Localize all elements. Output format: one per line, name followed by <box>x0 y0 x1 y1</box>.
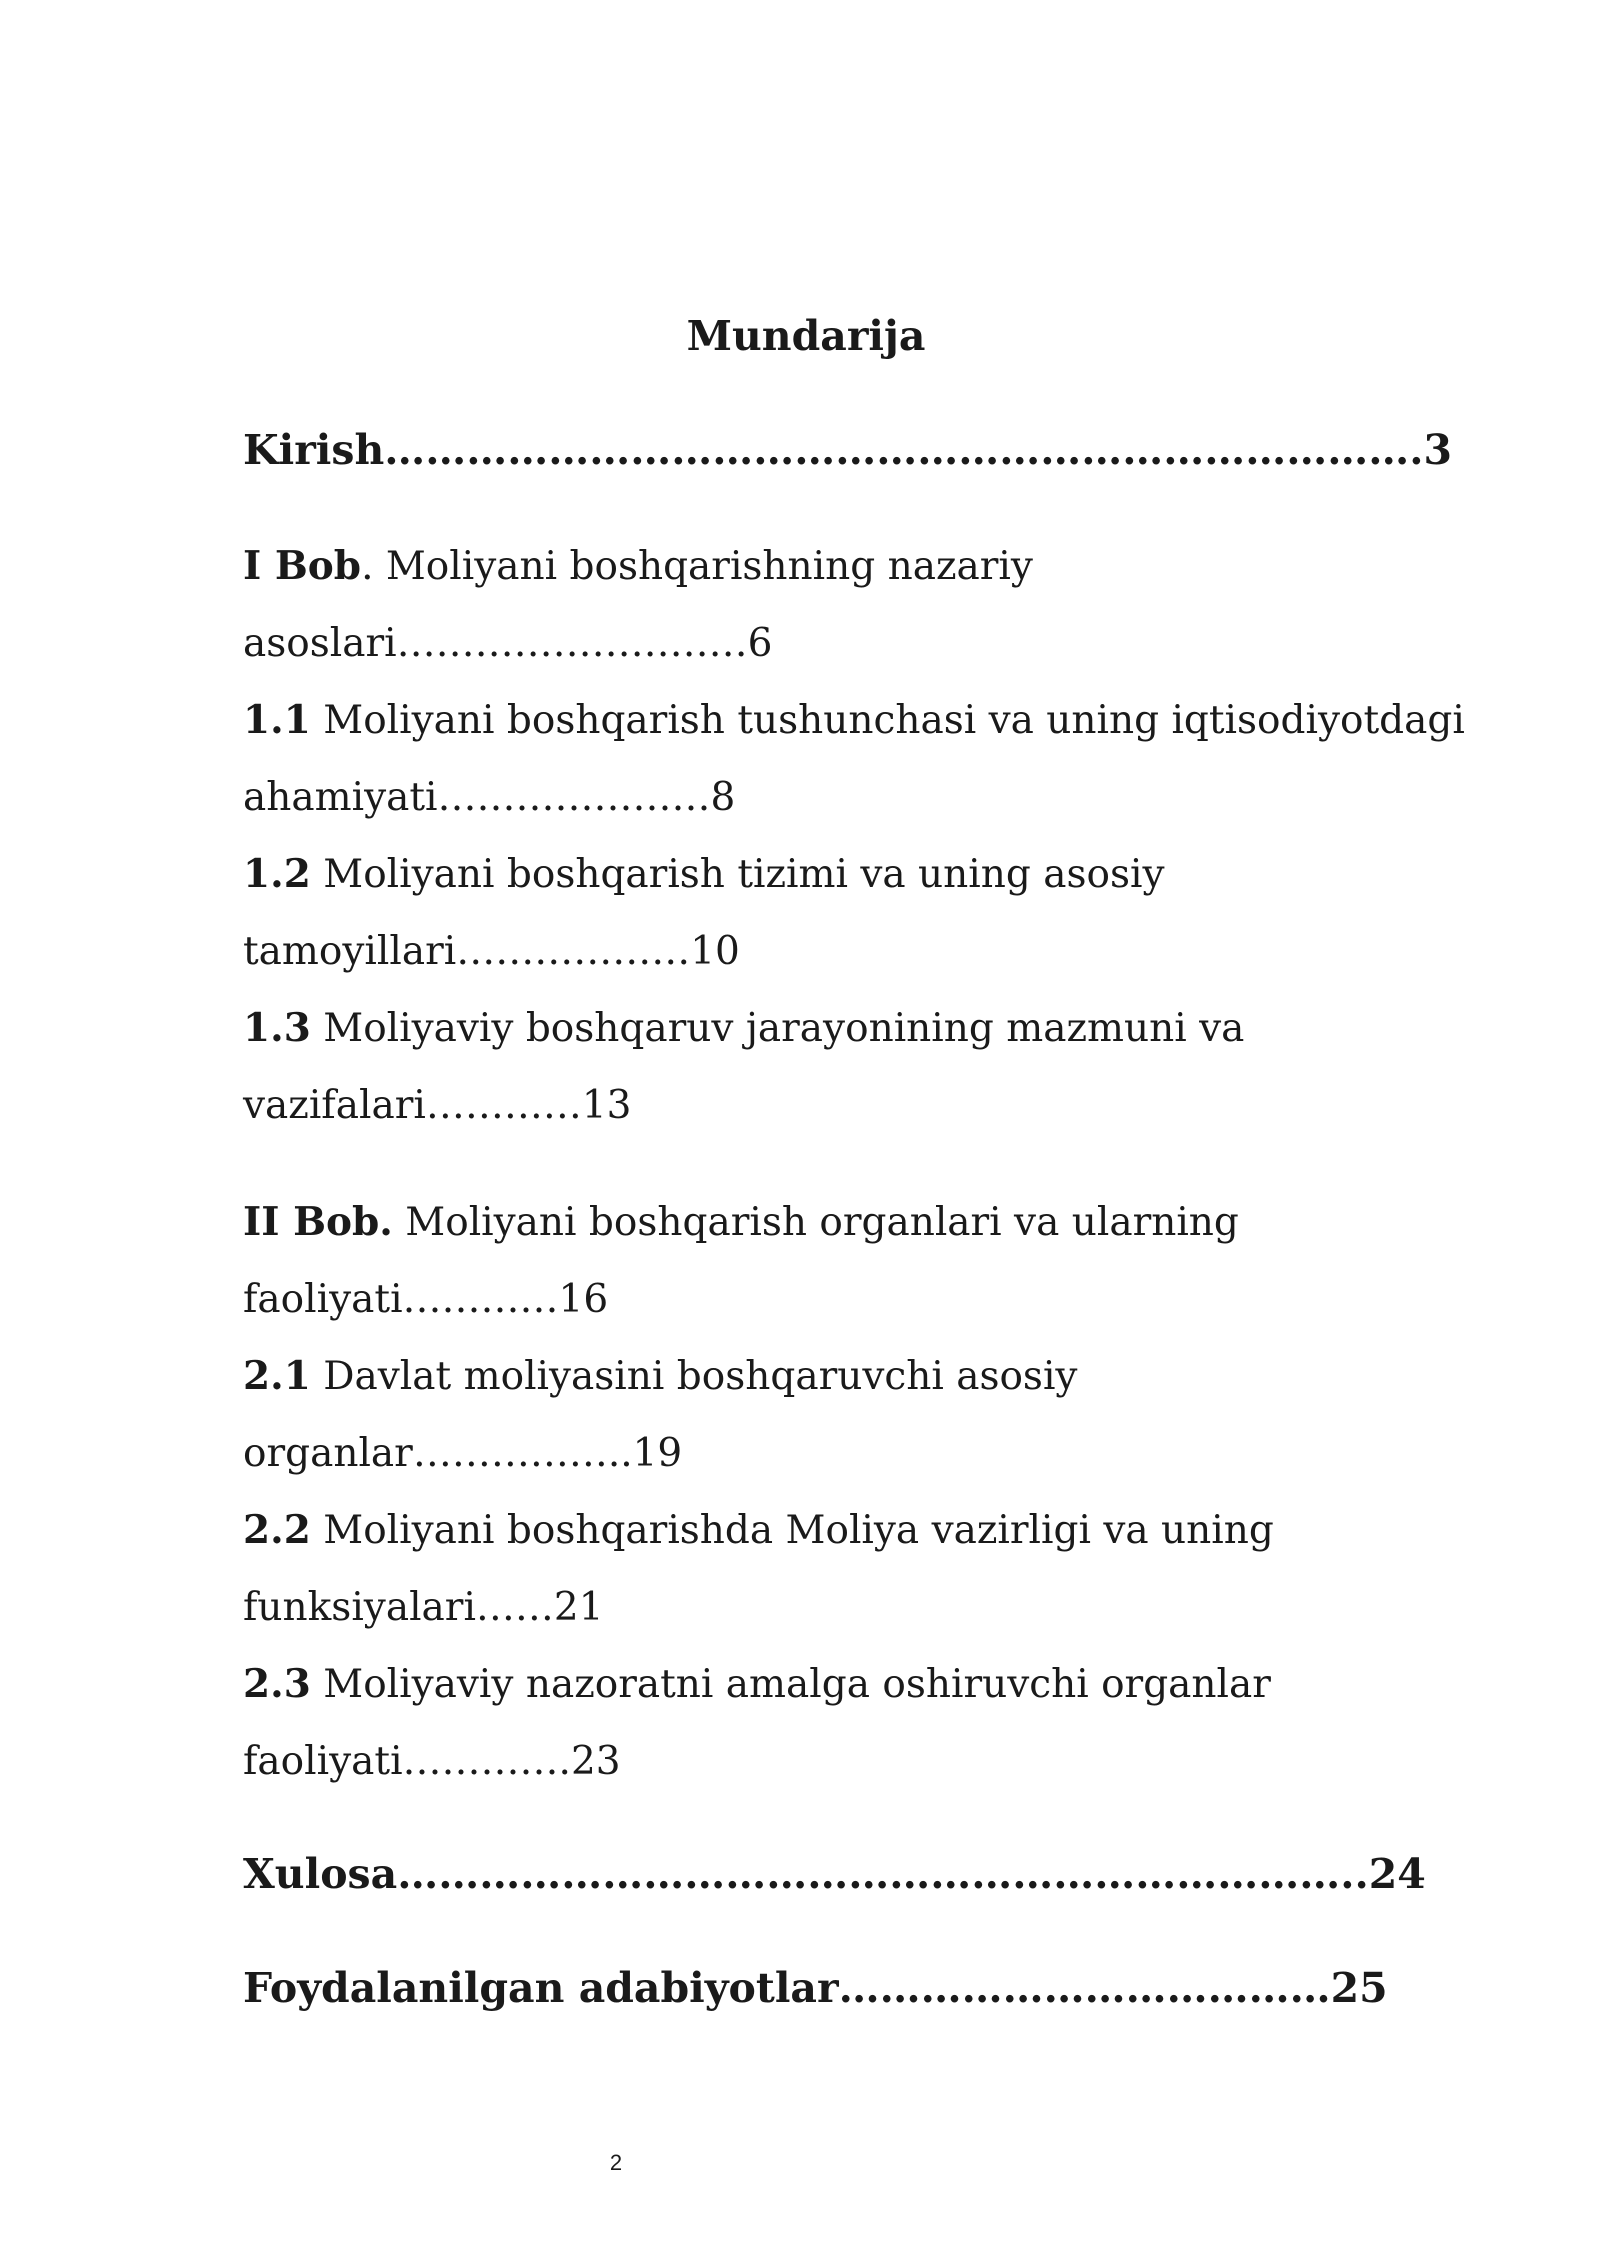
toc-entry-section-1-1 <box>243 682 1465 836</box>
section-1-2-title-cont: tamoyillari………………10 <box>243 929 740 974</box>
toc-entry-chapter-2 <box>243 1184 1239 1338</box>
section-1-1-number: 1.1 <box>243 697 311 743</box>
section-2-2-title: Moliyani boshqarishda Moliya vazirligi va uning <box>310 1508 1274 1553</box>
section-2-2-number: 2.2 <box>243 1507 311 1553</box>
section-2-2-title-cont: funksiyalari……21 <box>243 1585 604 1630</box>
chapter-1-title: . Moliyani boshqarishning nazariy <box>361 544 1033 589</box>
section-2-3-title: Moliyaviy nazoratni amalga oshiruvchi organlar <box>310 1662 1271 1707</box>
section-1-2-title: Moliyani boshqarish tizimi va uning asosiy <box>310 852 1165 897</box>
chapter-2-label: II Bob. <box>243 1199 393 1245</box>
page-number: 2 <box>609 2150 623 2175</box>
section-1-3-title-cont: vazifalari…………13 <box>243 1083 632 1128</box>
page-title: Mundarija <box>686 312 926 360</box>
section-1-1-title: Moliyani boshqarish tushunchasi va uning iqtisodiyotdagi <box>310 698 1465 743</box>
chapter-2-title: Moliyani boshqarish organlari va ularning <box>392 1200 1239 1245</box>
toc-entry-references <box>243 1950 1388 2027</box>
section-1-3-title: Moliyaviy boshqaruv jarayonining mazmuni va <box>310 1006 1245 1051</box>
section-2-1-number: 2.1 <box>243 1353 311 1399</box>
section-1-1-title-cont: ahamiyati…………………8 <box>243 775 736 820</box>
section-1-3-number: 1.3 <box>243 1005 311 1051</box>
chapter-1-label: I Bob <box>243 543 362 589</box>
toc-entry-chapter-1 <box>243 528 1033 682</box>
toc-entry-section-1-2 <box>243 836 1164 990</box>
chapter-2-title-cont: faoliyati…………16 <box>243 1277 609 1322</box>
section-2-3-number: 2.3 <box>243 1661 311 1707</box>
chapter-1-title-cont: asoslari………………………6 <box>243 621 773 666</box>
toc-entry-kirish <box>243 412 1452 489</box>
toc-entry-xulosa <box>243 1836 1426 1913</box>
toc-references-text: Foydalanilgan adabiyotlar………………………………25 <box>243 1964 1388 2012</box>
section-2-1-title-cont: organlar……………..19 <box>243 1431 683 1476</box>
toc-entry-section-1-3 <box>243 990 1244 1144</box>
section-2-1-title: Davlat moliyasini boshqaruvchi asosiy <box>310 1354 1078 1399</box>
toc-kirish-text: Kirish………………………………………………………………….3 <box>243 426 1453 474</box>
toc-entry-section-2-1 <box>243 1338 1077 1492</box>
toc-xulosa-text: Xulosa……………………………………………………………..24 <box>243 1850 1426 1898</box>
section-1-2-number: 1.2 <box>243 851 311 897</box>
toc-entry-section-2-2 <box>243 1492 1274 1646</box>
section-2-3-title-cont: faoliyati………….23 <box>243 1739 621 1784</box>
toc-entry-section-2-3 <box>243 1646 1271 1800</box>
